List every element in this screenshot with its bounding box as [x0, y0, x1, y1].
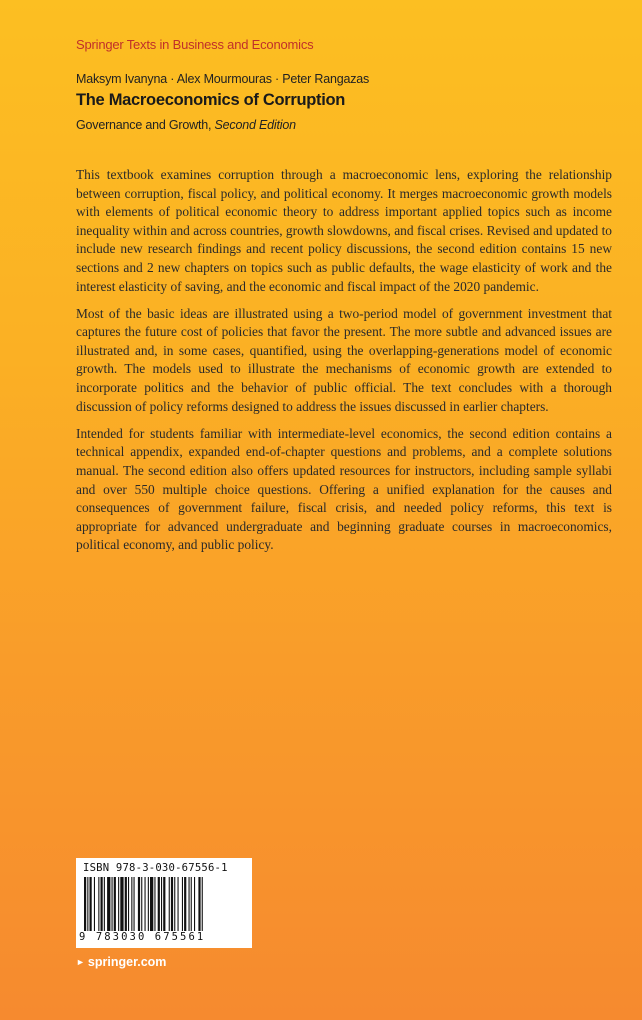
barcode-bar: [174, 877, 175, 931]
barcode-bar: [131, 877, 132, 931]
barcode-bar: [178, 877, 179, 931]
barcode: [76, 858, 252, 948]
barcode-bar: [145, 877, 146, 931]
barcode-bar: [112, 877, 113, 931]
barcode-bar: [171, 877, 173, 931]
barcode-bar: [154, 877, 155, 931]
barcode-bar: [138, 877, 140, 931]
barcode-bar: [148, 877, 149, 931]
barcode-bar: [191, 877, 192, 931]
barcode-bar: [150, 877, 153, 931]
barcode-bar: [118, 877, 119, 931]
barcode-bar: [107, 877, 110, 931]
barcode-bar: [84, 877, 86, 931]
barcode-bar: [169, 877, 170, 931]
book-title: The Macroeconomics of Corruption: [76, 91, 346, 109]
edition-label: Second Edition: [214, 118, 296, 132]
barcode-bar: [90, 877, 92, 931]
barcode-bar: [114, 877, 116, 931]
barcode-bar: [163, 877, 165, 931]
barcode-bar: [98, 877, 99, 931]
barcode-bar: [141, 877, 142, 931]
blurb-paragraph-1: This textbook examines corruption through a macroeconomic lens, exploring the relationship between corruption, fiscal policy, and political economy. It merges macroeconomic growth models with elements of political economic theory to address important applied topics such as income inequality within and across countries, growth slowdowns, and fiscal crises. Revised and updated to include new research findings and recent policy discussions, the second edition contains 15 new sections and 2 new chapters on topics such as public defaults, the wage elasticity of work and the interest elasticity of saving, and the economic and fiscal impact of the 2020 pandemic.: [76, 167, 612, 294]
series-title: Springer Texts in Business and Economics: [76, 37, 314, 52]
barcode-bar: [134, 877, 135, 931]
barcode-bar: [202, 877, 203, 931]
book-subtitle: [76, 118, 296, 132]
authors: Maksym Ivanyna · Alex Mourmouras · Peter Rangazas: [76, 72, 370, 86]
barcode-bar: [184, 877, 186, 931]
barcode-bar: [161, 877, 162, 931]
barcode-bar: [182, 877, 183, 931]
barcode-bar: [101, 877, 103, 931]
barcode-bar: [87, 877, 88, 931]
barcode-bar: [128, 877, 129, 931]
blurb-paragraph-3: Intended for students familiar with intermediate-level economics, the second edition contains a technical appendix, expanded end-of-chapter questions and problems, and a complete solutions manual. The second edition also offers updated resources for instructors, including sample syllabi and over 550 multiple choice questions. Offering a unified explanation for the causes and consequences of government failure, fiscal crisis, and needed policy reforms, this text is appropriate for advanced undergraduate and beginning graduate courses in macroeconomics, political economy, and public policy.: [76, 425, 612, 553]
barcode-bar: [125, 877, 127, 931]
barcode-bar: [194, 877, 195, 931]
blurb: [76, 166, 612, 563]
barcode-bar: [158, 877, 160, 931]
website-text: springer.com: [87, 955, 167, 969]
barcode-bar: [94, 877, 95, 931]
website-link[interactable]: [76, 955, 166, 969]
barcode-bar: [189, 877, 190, 931]
isbn-label: ISBN 978-3-030-67556-1: [83, 862, 228, 874]
barcode-bar: [104, 877, 105, 931]
barcode-bar: [120, 877, 123, 931]
subtitle-text: Governance and Growth,: [76, 118, 212, 132]
barcode-bar: [198, 877, 200, 931]
barcode-digits: 9 783030 675561: [79, 931, 206, 943]
barcode-bars: [82, 877, 246, 933]
arrow-icon: ►: [76, 957, 85, 967]
blurb-paragraph-2: Most of the basic ideas are illustrated using a two-period model of government investment that captures the future cost of policies that favor the present. The more subtle and advanced issues are illustrated and, in some cases, quantified, using the overlapping-generations model of economic growth. The models used to illustrate the mechanisms of economic growth are extended to incorporate politics and the behavior of public official. The text concludes with a thorough discussion of policy reforms designed to address the issues discussed in earlier chapters.: [76, 305, 612, 414]
